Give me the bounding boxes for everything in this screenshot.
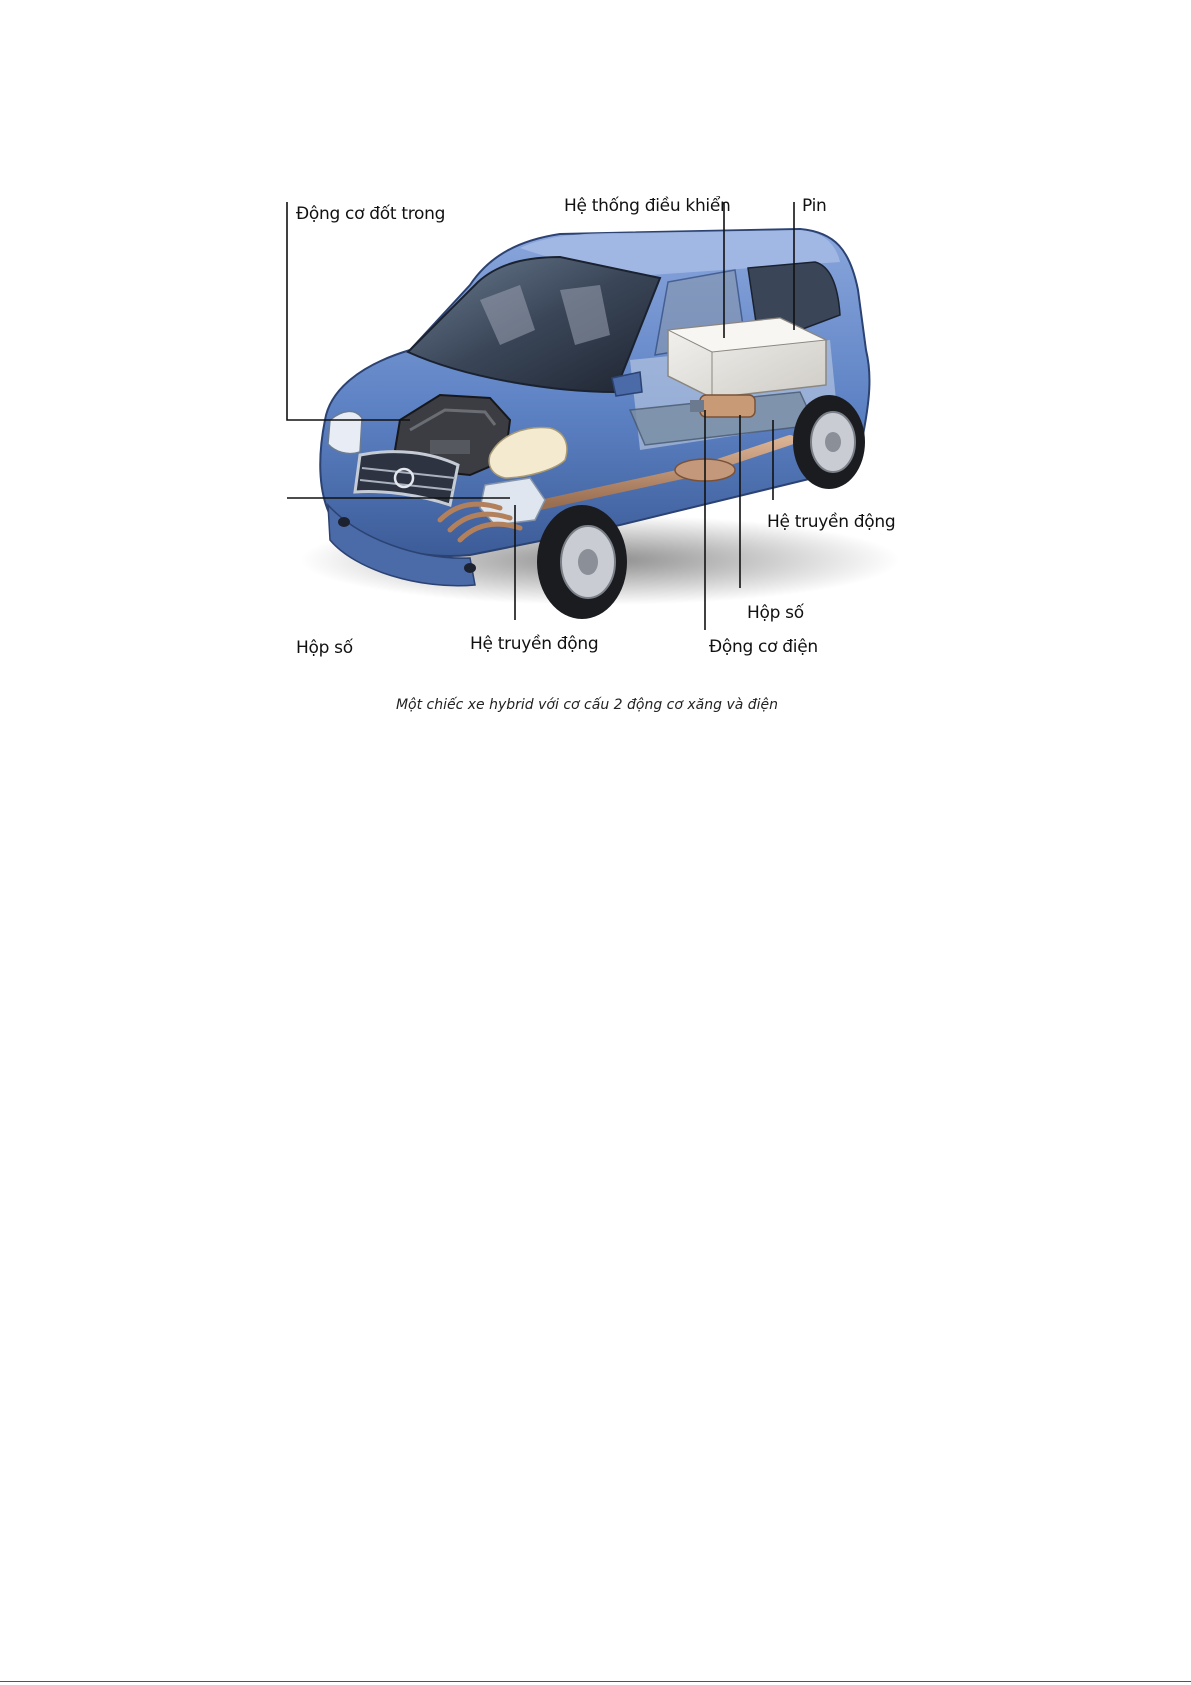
rear-wheel (793, 395, 865, 489)
label-battery: Pin (802, 196, 827, 216)
label-drivetrain-rear: Hệ truyền động (767, 512, 896, 532)
figure-caption: Một chiếc xe hybrid với cơ cấu 2 động cơ xăng và điện (395, 697, 779, 713)
front-wheel (537, 505, 627, 619)
fog-light (464, 563, 476, 573)
page-bottom-rule (0, 1681, 1191, 1682)
battery-pack (668, 318, 826, 398)
label-combustion-engine: Động cơ đốt trong (296, 204, 446, 224)
front-gearbox (480, 478, 545, 525)
fog-light (338, 517, 350, 527)
label-control-system: Hệ thống điều khiển (564, 196, 731, 216)
label-gearbox-front: Hộp số (296, 638, 353, 658)
label-electric-motor: Động cơ điện (709, 637, 818, 657)
headlight (328, 411, 362, 453)
label-drivetrain-front: Hệ truyền động (470, 634, 599, 654)
label-gearbox-rear: Hộp số (747, 603, 804, 623)
